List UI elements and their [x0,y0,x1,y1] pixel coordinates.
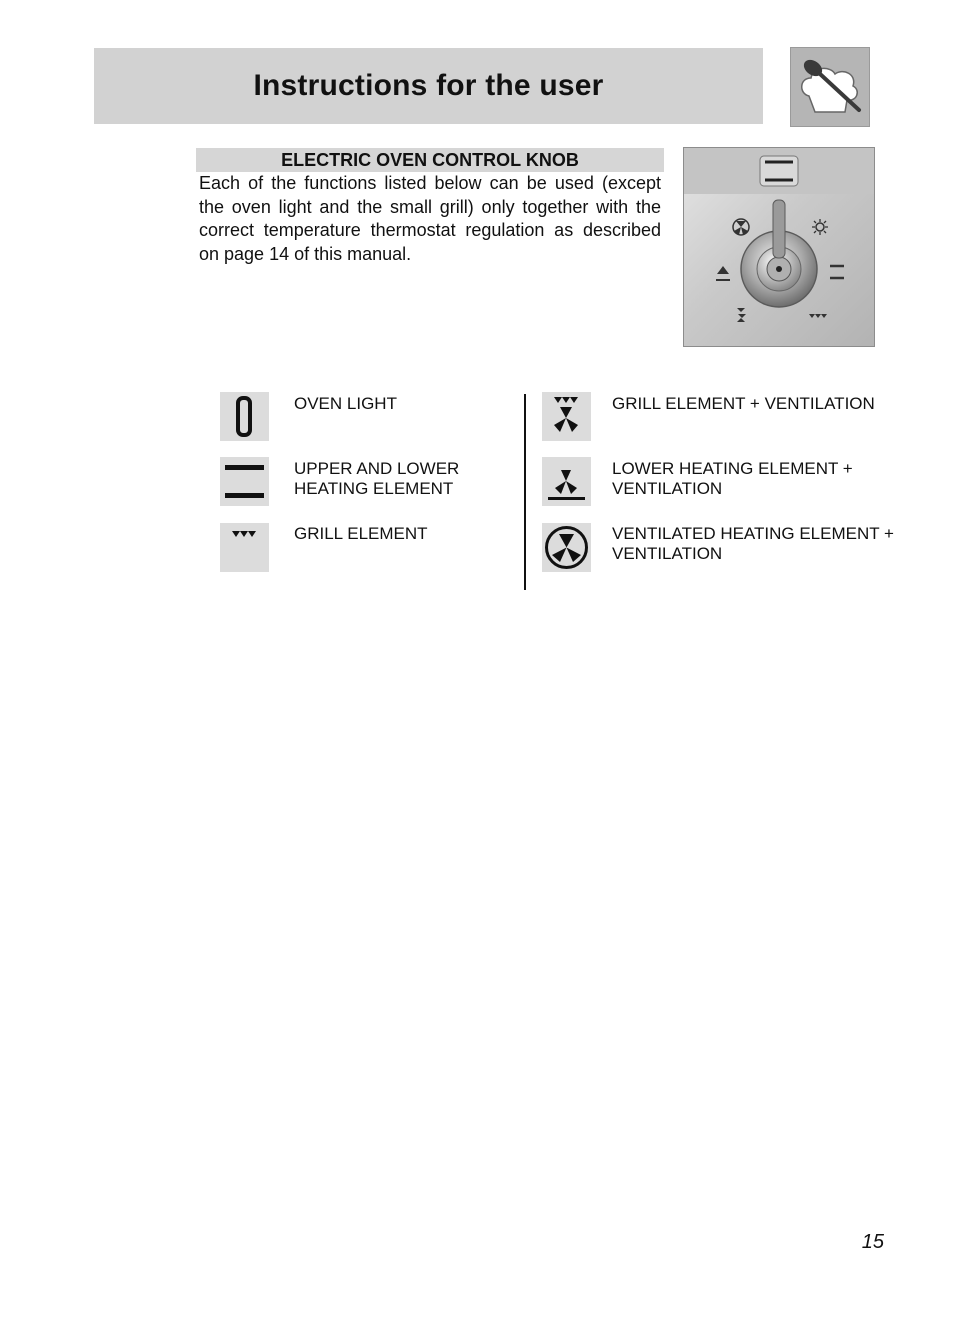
function-label-fan-heating: VENTILATED HEATING ELEMENT + VENTILATION [612,524,894,563]
page-title: Instructions for the user [253,69,604,102]
header-bar [94,48,763,124]
section-heading: ELECTRIC OVEN CONTROL KNOB [196,148,664,172]
function-label-lower-heating-ventilation: LOWER HEATING ELEMENT + VENTILATION [612,459,853,498]
chef-hat-spoon-icon [790,47,870,127]
oven-light-icon [220,392,269,441]
page-number: 15 [861,1231,884,1253]
fan-heating-icon [542,523,591,572]
upper-lower-heating-icon [220,457,269,506]
intro-paragraph: Each of the functions listed below can be used (except the oven light and the small grill) only together with the correct temperature thermostat regulation as described on page 14 of this manual. [199,173,661,264]
oven-control-knob-icon [683,147,875,347]
function-label-upper-lower-heating: UPPER AND LOWER HEATING ELEMENT [294,459,460,498]
grill-element-icon [220,523,269,572]
function-label-oven-light: OVEN LIGHT [294,394,397,413]
function-label-grill-ventilation: GRILL ELEMENT + VENTILATION [612,394,875,413]
column-divider [524,394,526,590]
lower-heating-ventilation-icon [542,457,591,506]
grill-ventilation-icon [542,392,591,441]
function-label-grill-element: GRILL ELEMENT [294,524,428,543]
